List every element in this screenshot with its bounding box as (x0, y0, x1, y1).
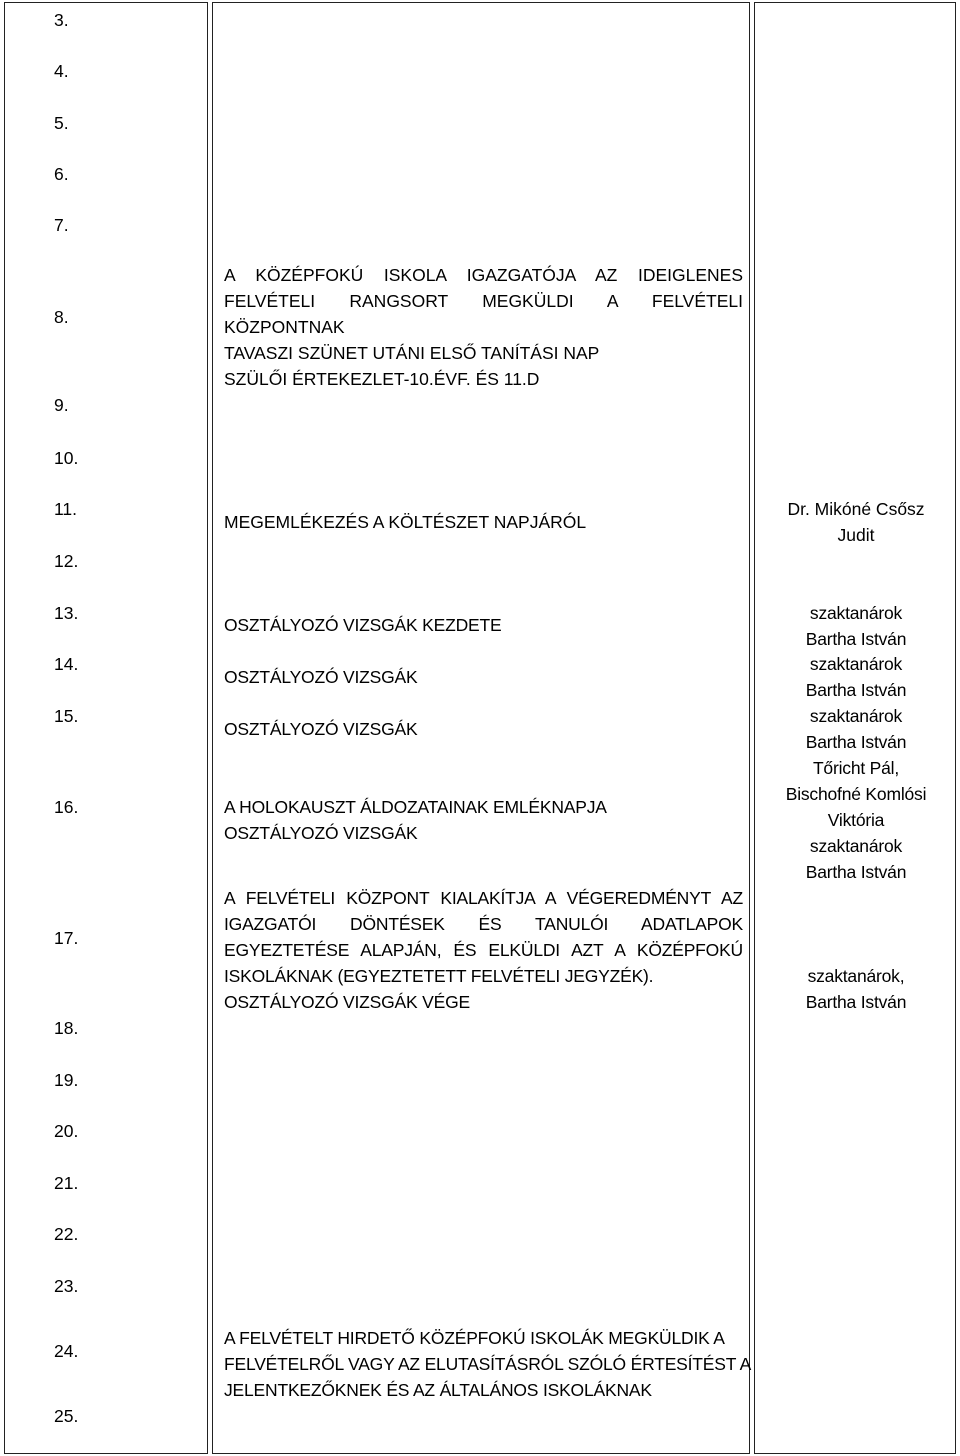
responsible-line: Dr. Mikóné Csősz (787, 499, 925, 519)
activity-line: OSZTÁLYOZÓ VIZSGÁK VÉGE (224, 992, 470, 1012)
responsible-line: Judit (837, 525, 875, 545)
row-number: 8. (54, 307, 69, 327)
responsible-line: Bartha István (805, 992, 907, 1012)
row-number: 17. (54, 928, 79, 948)
activity-line: MEGEMLÉKEZÉS A KÖLTÉSZET NAPJÁRÓL (224, 512, 587, 532)
activity-line: A HOLOKAUSZT ÁLDOZATAINAK EMLÉKNAPJA (224, 797, 607, 817)
responsible-line: Viktória (827, 810, 885, 830)
responsible-line: szaktanárok (809, 603, 903, 623)
row-number: 22. (54, 1224, 79, 1244)
activity-line: A KÖZÉPFOKÚ ISKOLA IGAZGATÓJA AZ IDEIGLENES (224, 265, 743, 285)
activity-line: OSZTÁLYOZÓ VIZSGÁK (224, 719, 418, 739)
activity-line: A FELVÉTELI KÖZPONT KIALAKÍTJA A VÉGEREDMÉNYT AZ (224, 888, 743, 908)
activity-line: KÖZPONTNAK (224, 317, 345, 337)
row-number: 21. (54, 1173, 79, 1193)
responsible-line: Bartha István (805, 862, 907, 882)
row-number: 18. (54, 1018, 79, 1038)
row-number: 16. (54, 797, 79, 817)
row-number: 14. (54, 654, 79, 674)
activity-line: OSZTÁLYOZÓ VIZSGÁK KEZDETE (224, 615, 502, 635)
activity-line: FELVÉTELRŐL VAGY AZ ELUTASÍTÁSRÓL SZÓLÓ ÉRTESÍTÉST A (224, 1354, 752, 1374)
row-number: 5. (54, 113, 69, 133)
row-number: 4. (54, 61, 69, 81)
activity-line: OSZTÁLYOZÓ VIZSGÁK (224, 823, 418, 843)
activity-line: ISKOLÁKNAK (EGYEZTETETT FELVÉTELI JEGYZÉK). (224, 966, 654, 986)
activity-line: IGAZGATÓI DÖNTÉSEK ÉS TANULÓI ADATLAPOK (224, 914, 743, 934)
activity-line: FELVÉTELI RANGSORT MEGKÜLDI A FELVÉTELI (224, 291, 743, 311)
row-number: 12. (54, 551, 79, 571)
activity-line: SZÜLŐI ÉRTEKEZLET-10.ÉVF. ÉS 11.D (224, 369, 540, 389)
responsible-line: szaktanárok (809, 706, 903, 726)
activity-line: EGYEZTETÉSE ALAPJÁN, ÉS ELKÜLDI AZT A KÖZÉPFOKÚ (224, 940, 743, 960)
row-number: 24. (54, 1341, 79, 1361)
row-number: 10. (54, 448, 79, 468)
responsible-line: Bartha István (805, 732, 907, 752)
responsible-line: szaktanárok (809, 654, 903, 674)
responsible-line: szaktanárok, (807, 966, 905, 986)
row-number: 3. (54, 10, 69, 30)
row-number: 20. (54, 1121, 79, 1141)
activity-line: JELENTKEZŐKNEK ÉS AZ ÁLTALÁNOS ISKOLÁKNAK (224, 1380, 652, 1400)
number-column-frame (4, 2, 208, 1454)
responsible-line: Bischofné Komlósi (785, 784, 927, 804)
responsible-line: szaktanárok (809, 836, 903, 856)
row-number: 6. (54, 164, 69, 184)
responsible-line: Tőricht Pál, (812, 758, 900, 778)
activity-line: OSZTÁLYOZÓ VIZSGÁK (224, 667, 418, 687)
row-number: 13. (54, 603, 79, 623)
activity-line: A FELVÉTELT HIRDETŐ KÖZÉPFOKÚ ISKOLÁK MEGKÜLDIK A (224, 1328, 725, 1348)
activity-line: TAVASZI SZÜNET UTÁNI ELSŐ TANÍTÁSI NAP (224, 343, 600, 363)
responsible-line: Bartha István (805, 629, 907, 649)
row-number: 7. (54, 215, 69, 235)
row-number: 9. (54, 395, 69, 415)
row-number: 23. (54, 1276, 79, 1296)
responsible-line: Bartha István (805, 680, 907, 700)
row-number: 11. (54, 499, 78, 519)
row-number: 25. (54, 1406, 79, 1426)
row-number: 19. (54, 1070, 79, 1090)
row-number: 15. (54, 706, 79, 726)
